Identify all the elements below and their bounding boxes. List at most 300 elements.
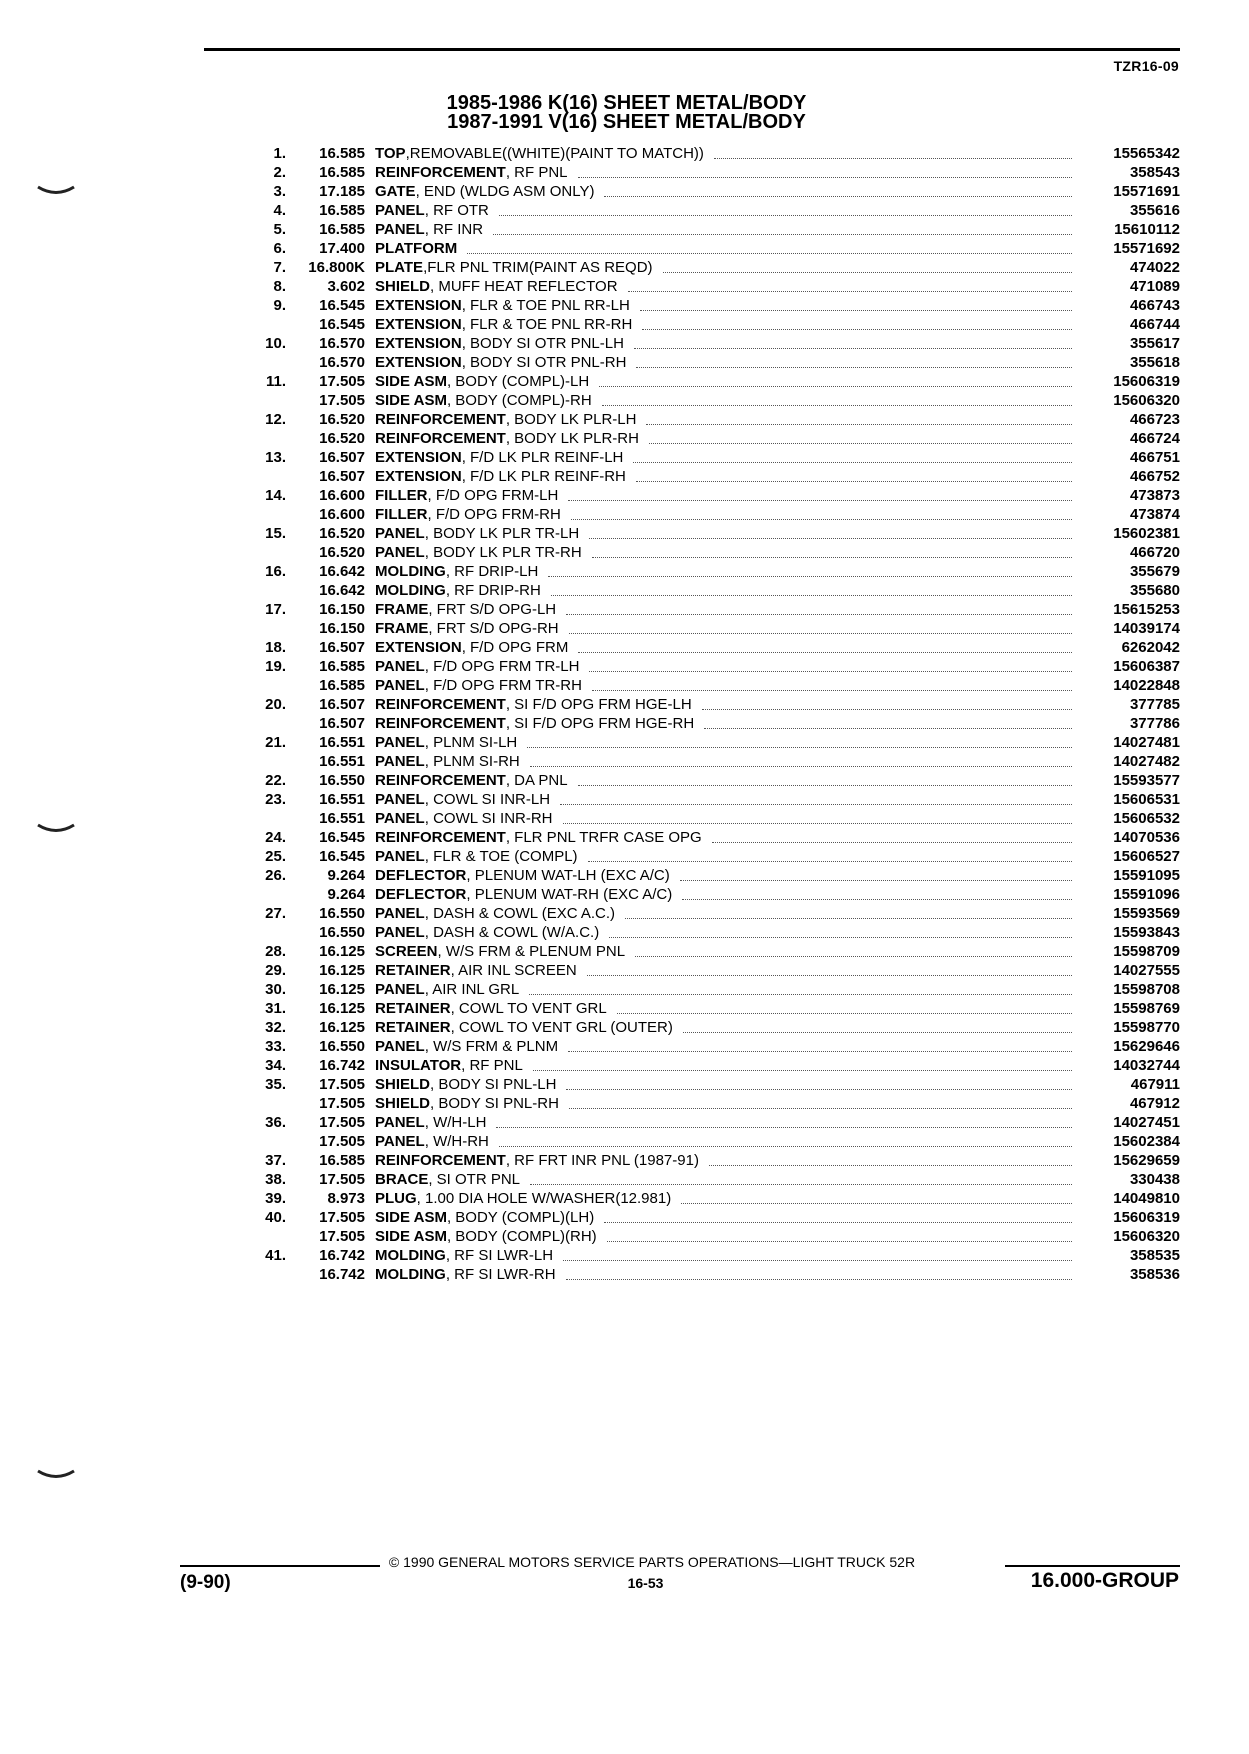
part-group-number: 16.742 — [319, 1247, 365, 1264]
dot-leader — [625, 906, 1072, 919]
part-name: PANEL — [375, 1038, 425, 1055]
part-name: REINFORCEMENT — [375, 430, 506, 447]
part-row — [240, 372, 1180, 391]
part-number: 15598769 — [1113, 1000, 1180, 1017]
part-row — [240, 790, 1180, 809]
part-row — [240, 505, 1180, 524]
part-number: 467912 — [1129, 1095, 1180, 1112]
part-detail: , W/S FRM & PLENUM PNL — [437, 943, 626, 960]
part-name: REINFORCEMENT — [375, 772, 506, 789]
part-group-number: 16.585 — [319, 202, 365, 219]
part-description — [365, 543, 1080, 562]
part-row — [240, 467, 1180, 486]
part-group-number: 16.642 — [319, 582, 365, 599]
part-description — [365, 809, 1080, 828]
part-detail: , PLNM SI-LH — [424, 734, 518, 751]
dot-leader — [499, 203, 1072, 216]
part-description — [365, 1246, 1080, 1265]
part-detail: ,FLR PNL TRIM(PAINT AS REQD) — [423, 259, 653, 276]
part-ref-number: 19. — [265, 658, 286, 675]
part-name: PANEL — [375, 791, 425, 808]
part-name: PANEL — [375, 981, 425, 998]
part-detail: , RF DRIP-RH — [445, 582, 541, 599]
part-number: 15565342 — [1113, 145, 1180, 162]
part-group-number: 17.505 — [319, 373, 365, 390]
part-description — [365, 467, 1080, 486]
part-name: SHIELD — [375, 278, 431, 295]
part-detail: , FLR & TOE PNL RR-LH — [461, 297, 630, 314]
part-row — [240, 828, 1180, 847]
part-group-number: 16.550 — [319, 924, 365, 941]
part-description — [365, 1170, 1080, 1189]
dot-leader — [563, 811, 1072, 824]
part-name: PANEL — [375, 905, 425, 922]
part-group-number: 16.520 — [319, 411, 365, 428]
part-description — [365, 220, 1080, 239]
dot-leader — [533, 1058, 1072, 1071]
part-description — [365, 505, 1080, 524]
part-row — [240, 695, 1180, 714]
part-number: 466723 — [1129, 411, 1180, 428]
dot-leader — [680, 868, 1072, 881]
part-description — [365, 1132, 1080, 1151]
dot-leader — [568, 1039, 1072, 1052]
part-name: EXTENSION — [375, 468, 462, 485]
part-row — [240, 904, 1180, 923]
part-group-number: 16.125 — [319, 981, 365, 998]
part-row — [240, 638, 1180, 657]
part-group-number: 17.505 — [319, 1076, 365, 1093]
part-description — [365, 942, 1080, 961]
part-number: 15593569 — [1113, 905, 1180, 922]
dot-leader — [566, 1077, 1072, 1090]
part-group-number: 16.507 — [319, 715, 365, 732]
part-group-number: 16.551 — [319, 791, 365, 808]
part-number: 15591096 — [1113, 886, 1180, 903]
dot-leader — [646, 412, 1072, 425]
part-name: PANEL — [375, 202, 425, 219]
part-group-number: 17.505 — [319, 1209, 365, 1226]
part-detail: , RF OTR — [424, 202, 489, 219]
part-group-number: 16.150 — [319, 601, 365, 618]
part-row — [240, 1246, 1180, 1265]
part-number: 466724 — [1129, 430, 1180, 447]
part-description — [365, 619, 1080, 638]
part-description — [365, 923, 1080, 942]
part-group-number: 17.185 — [319, 183, 365, 200]
part-description — [365, 334, 1080, 353]
dot-leader — [566, 1267, 1072, 1280]
dot-leader — [602, 393, 1072, 406]
part-name: RETAINER — [375, 1019, 451, 1036]
part-row — [240, 809, 1180, 828]
part-row — [240, 201, 1180, 220]
part-ref-number: 35. — [265, 1076, 286, 1093]
part-row — [240, 315, 1180, 334]
part-detail: , RF PNL — [505, 164, 568, 181]
part-description — [365, 1227, 1080, 1246]
part-row — [240, 771, 1180, 790]
part-name: PANEL — [375, 658, 425, 675]
part-detail: , COWL TO VENT GRL — [450, 1000, 607, 1017]
part-description — [365, 562, 1080, 581]
dot-leader — [551, 583, 1072, 596]
part-name: PANEL — [375, 848, 425, 865]
part-name: EXTENSION — [375, 297, 462, 314]
part-row — [240, 923, 1180, 942]
part-ref-number: 26. — [265, 867, 286, 884]
part-detail: , RF SI LWR-LH — [445, 1247, 554, 1264]
part-detail: , F/D OPG FRM TR-LH — [424, 658, 580, 675]
part-name: REINFORCEMENT — [375, 411, 506, 428]
part-number: 15606320 — [1113, 1228, 1180, 1245]
part-description — [365, 695, 1080, 714]
part-ref-number: 5. — [273, 221, 286, 238]
part-group-number: 16.800K — [308, 259, 365, 276]
part-detail: , F/D LK PLR REINF-LH — [461, 449, 624, 466]
part-name: REINFORCEMENT — [375, 164, 506, 181]
part-number: 15629659 — [1113, 1152, 1180, 1169]
part-description — [365, 277, 1080, 296]
dot-leader — [604, 1210, 1072, 1223]
part-detail: , 1.00 DIA HOLE W/WASHER(12.981) — [416, 1190, 672, 1207]
part-row — [240, 1170, 1180, 1189]
part-description — [365, 790, 1080, 809]
part-detail: , AIR INL SCREEN — [450, 962, 577, 979]
part-row — [240, 277, 1180, 296]
part-description — [365, 980, 1080, 999]
part-detail: , RF SI LWR-RH — [445, 1266, 556, 1283]
part-name: PANEL — [375, 544, 425, 561]
dot-leader — [714, 146, 1072, 159]
part-number: 466720 — [1129, 544, 1180, 561]
part-group-number: 16.742 — [319, 1057, 365, 1074]
part-name: PANEL — [375, 734, 425, 751]
part-name: DEFLECTOR — [375, 867, 467, 884]
part-ref-number: 7. — [273, 259, 286, 276]
dot-leader — [560, 792, 1072, 805]
dot-leader — [709, 1153, 1072, 1166]
part-description — [365, 410, 1080, 429]
date-code: (9-90) — [180, 1572, 231, 1593]
part-description — [365, 828, 1080, 847]
part-name: PANEL — [375, 1114, 425, 1131]
part-ref-number: 1. — [273, 145, 286, 162]
part-detail: , W/H-RH — [424, 1133, 489, 1150]
part-description — [365, 1094, 1080, 1113]
part-detail: , COWL SI INR-LH — [424, 791, 551, 808]
dot-leader — [592, 545, 1072, 558]
parts-list — [240, 144, 1180, 1284]
part-detail: , F/D OPG FRM — [461, 639, 569, 656]
dot-leader — [578, 640, 1072, 653]
part-number: 14032744 — [1113, 1057, 1180, 1074]
dot-leader — [683, 1020, 1072, 1033]
dot-leader — [642, 317, 1072, 330]
part-row — [240, 429, 1180, 448]
part-number: 15629646 — [1113, 1038, 1180, 1055]
part-row — [240, 562, 1180, 581]
part-number: 15598770 — [1113, 1019, 1180, 1036]
part-description — [365, 1208, 1080, 1227]
part-description — [365, 201, 1080, 220]
part-row — [240, 163, 1180, 182]
part-name: SHIELD — [375, 1095, 431, 1112]
dot-leader — [589, 659, 1072, 672]
part-description — [365, 1113, 1080, 1132]
part-group-number: 9.264 — [327, 867, 365, 884]
part-group-number: 16.585 — [319, 221, 365, 238]
part-detail: , BODY LK PLR TR-LH — [424, 525, 580, 542]
part-description — [365, 999, 1080, 1018]
part-ref-number: 20. — [265, 696, 286, 713]
part-group-number: 16.551 — [319, 734, 365, 751]
dot-leader — [633, 450, 1072, 463]
part-name: FRAME — [375, 620, 429, 637]
part-row — [240, 885, 1180, 904]
part-name: SIDE ASM — [375, 1228, 447, 1245]
part-description — [365, 391, 1080, 410]
part-detail: , RF FRT INR PNL (1987-91) — [505, 1152, 699, 1169]
part-group-number: 17.505 — [319, 1133, 365, 1150]
part-row — [240, 144, 1180, 163]
part-row — [240, 847, 1180, 866]
part-number: 355680 — [1129, 582, 1180, 599]
part-description — [365, 448, 1080, 467]
part-group-number: 16.520 — [319, 430, 365, 447]
part-number: 15591095 — [1113, 867, 1180, 884]
part-number: 466752 — [1129, 468, 1180, 485]
part-description — [365, 296, 1080, 315]
part-number: 15606532 — [1113, 810, 1180, 827]
part-group-number: 16.545 — [319, 829, 365, 846]
part-ref-number: 17. — [265, 601, 286, 618]
part-detail: , BODY LK PLR TR-RH — [424, 544, 582, 561]
part-detail: , COWL TO VENT GRL (OUTER) — [450, 1019, 673, 1036]
dot-leader — [587, 963, 1072, 976]
part-group-number: 9.264 — [327, 886, 365, 903]
part-name: FRAME — [375, 601, 429, 618]
dot-leader — [493, 222, 1072, 235]
dot-leader — [588, 849, 1072, 862]
part-description — [365, 239, 1080, 258]
part-description — [365, 1056, 1080, 1075]
part-number: 15571692 — [1113, 240, 1180, 257]
part-number: 15571691 — [1113, 183, 1180, 200]
part-group-number: 8.973 — [327, 1190, 365, 1207]
part-detail: , BODY SI PNL-LH — [430, 1076, 557, 1093]
part-row — [240, 486, 1180, 505]
part-group-number: 16.570 — [319, 335, 365, 352]
part-name: EXTENSION — [375, 335, 462, 352]
part-number: 358535 — [1129, 1247, 1180, 1264]
part-number: 15593843 — [1113, 924, 1180, 941]
part-ref-number: 24. — [265, 829, 286, 846]
part-ref-number: 27. — [265, 905, 286, 922]
part-name: EXTENSION — [375, 449, 462, 466]
part-row — [240, 353, 1180, 372]
part-group-number: 16.507 — [319, 696, 365, 713]
part-row — [240, 1227, 1180, 1246]
part-description — [365, 1075, 1080, 1094]
part-number: 355617 — [1129, 335, 1180, 352]
part-group-number: 17.505 — [319, 1228, 365, 1245]
dot-leader — [635, 944, 1072, 957]
part-number: 15606319 — [1113, 373, 1180, 390]
part-ref-number: 32. — [265, 1019, 286, 1036]
part-detail: , SI F/D OPG FRM HGE-LH — [505, 696, 692, 713]
dot-leader — [568, 488, 1072, 501]
part-description — [365, 752, 1080, 771]
part-name: FILLER — [375, 506, 428, 523]
part-number: 466744 — [1129, 316, 1180, 333]
part-detail: , FLR & TOE PNL RR-RH — [461, 316, 633, 333]
part-name: PANEL — [375, 677, 425, 694]
part-detail: , BODY SI OTR PNL-LH — [461, 335, 624, 352]
part-group-number: 16.545 — [319, 297, 365, 314]
part-description — [365, 1189, 1080, 1208]
part-description — [365, 866, 1080, 885]
part-ref-number: 40. — [265, 1209, 286, 1226]
part-description — [365, 1151, 1080, 1170]
header-rule — [204, 48, 1180, 51]
part-name: MOLDING — [375, 582, 446, 599]
part-detail: , FRT S/D OPG-RH — [428, 620, 559, 637]
part-detail: , BODY LK PLR-RH — [505, 430, 639, 447]
part-description — [365, 657, 1080, 676]
dot-leader — [529, 982, 1072, 995]
part-description — [365, 429, 1080, 448]
part-row — [240, 448, 1180, 467]
part-ref-number: 12. — [265, 411, 286, 428]
part-number: 377785 — [1129, 696, 1180, 713]
page-number: 16-53 — [627, 1575, 664, 1591]
part-ref-number: 16. — [265, 563, 286, 580]
part-name: PLATE — [375, 259, 424, 276]
part-ref-number: 28. — [265, 943, 286, 960]
part-ref-number: 22. — [265, 772, 286, 789]
part-row — [240, 676, 1180, 695]
part-row — [240, 1075, 1180, 1094]
part-number: 467911 — [1130, 1076, 1180, 1093]
part-ref-number: 4. — [273, 202, 286, 219]
part-name: REINFORCEMENT — [375, 696, 506, 713]
part-number: 6262042 — [1121, 639, 1180, 656]
part-name: MOLDING — [375, 563, 446, 580]
part-description — [365, 714, 1080, 733]
dot-leader — [467, 241, 1072, 254]
part-row — [240, 239, 1180, 258]
part-row — [240, 1113, 1180, 1132]
dot-leader — [634, 336, 1072, 349]
part-row — [240, 657, 1180, 676]
part-row — [240, 182, 1180, 201]
part-row — [240, 220, 1180, 239]
part-number: 471089 — [1129, 278, 1180, 295]
part-number: 15593577 — [1113, 772, 1180, 789]
part-row — [240, 543, 1180, 562]
part-detail: , SI OTR PNL — [428, 1171, 521, 1188]
part-name: PLUG — [375, 1190, 417, 1207]
part-detail: , SI F/D OPG FRM HGE-RH — [505, 715, 695, 732]
part-detail: , FLR PNL TRFR CASE OPG — [505, 829, 702, 846]
part-group-number: 16.600 — [319, 506, 365, 523]
part-number: 358536 — [1129, 1266, 1180, 1283]
part-name: RETAINER — [375, 962, 451, 979]
part-group-number: 16.545 — [319, 316, 365, 333]
punch-mark — [36, 822, 76, 834]
part-ref-number: 18. — [265, 639, 286, 656]
part-group-number: 16.507 — [319, 449, 365, 466]
part-group-number: 16.551 — [319, 810, 365, 827]
part-detail: , PLNM SI-RH — [424, 753, 520, 770]
dot-leader — [527, 735, 1072, 748]
part-name: MOLDING — [375, 1247, 446, 1264]
part-description — [365, 182, 1080, 201]
dot-leader — [578, 165, 1072, 178]
dot-leader — [712, 830, 1072, 843]
part-description — [365, 163, 1080, 182]
part-description — [365, 733, 1080, 752]
dot-leader — [530, 1172, 1072, 1185]
part-group-number: 16.125 — [319, 1019, 365, 1036]
dot-leader — [649, 431, 1072, 444]
part-number: 15598708 — [1113, 981, 1180, 998]
part-description — [365, 315, 1080, 334]
part-row — [240, 714, 1180, 733]
page-code: TZR16-09 — [1113, 58, 1179, 74]
part-number: 14022848 — [1113, 677, 1180, 694]
part-name: SCREEN — [375, 943, 438, 960]
part-group-number: 16.545 — [319, 848, 365, 865]
part-row — [240, 1018, 1180, 1037]
part-number: 14027555 — [1113, 962, 1180, 979]
part-row — [240, 600, 1180, 619]
part-group-number: 16.520 — [319, 544, 365, 561]
dot-leader — [702, 697, 1072, 710]
part-detail: , FRT S/D OPG-LH — [428, 601, 557, 618]
part-description — [365, 904, 1080, 923]
part-ref-number: 36. — [265, 1114, 286, 1131]
part-detail: , BODY (COMPL)(LH) — [446, 1209, 595, 1226]
dot-leader — [571, 507, 1072, 520]
part-name: PANEL — [375, 525, 425, 542]
part-number: 473874 — [1129, 506, 1180, 523]
part-detail: , DASH & COWL (EXC A.C.) — [424, 905, 616, 922]
part-name: TOP — [375, 145, 406, 162]
part-description — [365, 372, 1080, 391]
part-number: 355616 — [1129, 202, 1180, 219]
part-description — [365, 524, 1080, 543]
dot-leader — [604, 184, 1072, 197]
part-detail: , RF PNL — [461, 1057, 523, 1074]
part-group-number: 17.505 — [319, 1114, 365, 1131]
dot-leader — [636, 355, 1072, 368]
part-row — [240, 1265, 1180, 1284]
dot-leader — [704, 716, 1072, 729]
part-ref-number: 39. — [265, 1190, 286, 1207]
part-group-number: 16.507 — [319, 639, 365, 656]
part-row — [240, 258, 1180, 277]
part-detail: , AIR INL GRL — [424, 981, 520, 998]
part-number: 14049810 — [1113, 1190, 1180, 1207]
part-ref-number: 34. — [265, 1057, 286, 1074]
part-number: 466751 — [1129, 449, 1180, 466]
part-number: 15615253 — [1113, 601, 1180, 618]
punch-mark — [36, 1468, 76, 1480]
part-number: 15602381 — [1113, 525, 1180, 542]
part-group-number: 16.520 — [319, 525, 365, 542]
